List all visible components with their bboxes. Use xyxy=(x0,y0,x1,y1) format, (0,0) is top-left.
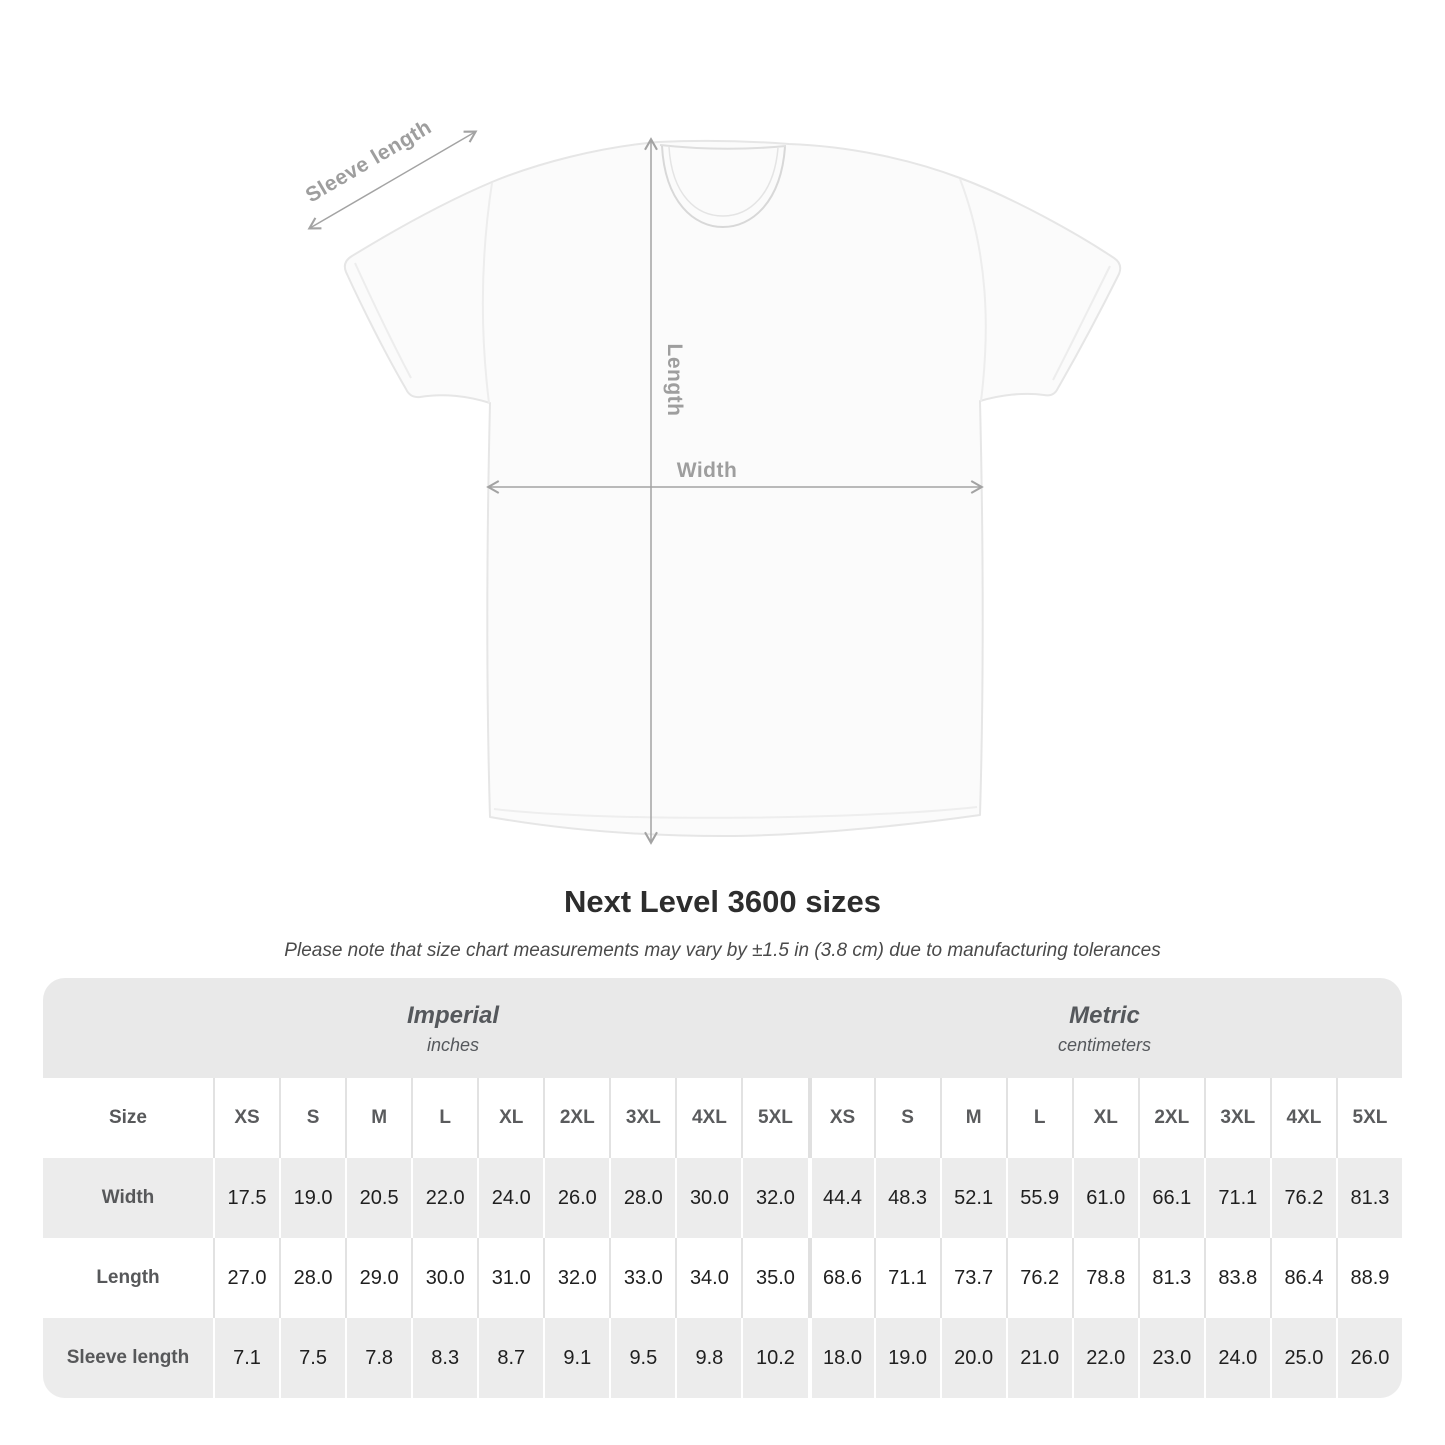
size-header-metric: 4XL xyxy=(1270,1078,1336,1158)
value-metric: 25.0 xyxy=(1270,1318,1336,1398)
value-imperial: 32.0 xyxy=(741,1158,807,1238)
value-metric: 44.4 xyxy=(808,1158,874,1238)
value-metric: 19.0 xyxy=(874,1318,940,1398)
value-metric: 26.0 xyxy=(1336,1318,1402,1398)
value-imperial: 30.0 xyxy=(411,1238,477,1318)
value-metric: 68.6 xyxy=(808,1238,874,1318)
value-imperial: 30.0 xyxy=(675,1158,741,1238)
table-header-band xyxy=(43,978,1402,1078)
size-header-metric: 3XL xyxy=(1204,1078,1270,1158)
value-metric: 22.0 xyxy=(1072,1318,1138,1398)
size-header-imperial: 5XL xyxy=(741,1078,807,1158)
size-header-metric: XS xyxy=(808,1078,874,1158)
value-imperial: 27.0 xyxy=(213,1238,279,1318)
value-metric: 81.3 xyxy=(1336,1158,1402,1238)
tshirt-outline xyxy=(345,141,1120,836)
imperial-unit-label: inches xyxy=(426,1035,480,1055)
value-imperial: 19.0 xyxy=(279,1158,345,1238)
size-header-metric: 2XL xyxy=(1138,1078,1204,1158)
value-imperial: 7.8 xyxy=(345,1318,411,1398)
value-imperial: 32.0 xyxy=(543,1238,609,1318)
size-header-imperial: 3XL xyxy=(609,1078,675,1158)
value-imperial: 22.0 xyxy=(411,1158,477,1238)
value-metric: 55.9 xyxy=(1006,1158,1072,1238)
value-imperial: 7.5 xyxy=(279,1318,345,1398)
imperial-label: Imperial xyxy=(406,1002,500,1029)
table-row xyxy=(43,1158,1402,1238)
size-table xyxy=(43,978,1402,1398)
page-title: Next Level 3600 sizes xyxy=(563,884,882,919)
value-metric: 52.1 xyxy=(940,1158,1006,1238)
value-metric: 78.8 xyxy=(1072,1238,1138,1318)
size-header-row xyxy=(43,1078,1402,1158)
row-label: Width xyxy=(101,1187,155,1208)
value-metric: 88.9 xyxy=(1336,1238,1402,1318)
header-group-imperial xyxy=(43,978,807,1078)
value-imperial: 28.0 xyxy=(609,1158,675,1238)
value-imperial: 24.0 xyxy=(477,1158,543,1238)
tshirt-diagram xyxy=(280,90,1160,880)
value-imperial: 20.5 xyxy=(345,1158,411,1238)
size-header-metric: S xyxy=(874,1078,940,1158)
value-imperial: 26.0 xyxy=(543,1158,609,1238)
size-header-imperial: 4XL xyxy=(675,1078,741,1158)
value-imperial: 35.0 xyxy=(741,1238,807,1318)
size-header-imperial: XL xyxy=(477,1078,543,1158)
row-label: Length xyxy=(96,1267,160,1288)
value-metric: 48.3 xyxy=(874,1158,940,1238)
value-metric: 66.1 xyxy=(1138,1158,1204,1238)
value-metric: 24.0 xyxy=(1204,1318,1270,1398)
value-imperial: 9.8 xyxy=(675,1318,741,1398)
value-metric: 76.2 xyxy=(1270,1158,1336,1238)
size-header-imperial: M xyxy=(345,1078,411,1158)
value-metric: 18.0 xyxy=(808,1318,874,1398)
size-header-imperial: S xyxy=(279,1078,345,1158)
value-imperial: 8.7 xyxy=(477,1318,543,1398)
value-imperial: 7.1 xyxy=(213,1318,279,1398)
value-imperial: 10.2 xyxy=(741,1318,807,1398)
value-metric: 81.3 xyxy=(1138,1238,1204,1318)
value-imperial: 28.0 xyxy=(279,1238,345,1318)
row-label: Sleeve length xyxy=(66,1347,190,1368)
value-metric: 61.0 xyxy=(1072,1158,1138,1238)
value-metric: 86.4 xyxy=(1270,1238,1336,1318)
value-imperial: 9.1 xyxy=(543,1318,609,1398)
page-subtitle: Please note that size chart measurements may vary by ±1.5 in (3.8 cm) due to manufacturing tolerances xyxy=(284,940,1161,961)
value-metric: 83.8 xyxy=(1204,1238,1270,1318)
size-header-imperial: 2XL xyxy=(543,1078,609,1158)
value-imperial: 9.5 xyxy=(609,1318,675,1398)
value-metric: 21.0 xyxy=(1006,1318,1072,1398)
value-imperial: 17.5 xyxy=(213,1158,279,1238)
width-label: Width xyxy=(676,459,738,482)
table-row xyxy=(43,1318,1402,1398)
size-header-metric: XL xyxy=(1072,1078,1138,1158)
table-body xyxy=(43,1158,1402,1398)
header-group-metric xyxy=(807,978,1402,1078)
value-imperial: 29.0 xyxy=(345,1238,411,1318)
table-row xyxy=(43,1238,1402,1318)
metric-unit-label: centimeters xyxy=(1057,1035,1152,1055)
value-metric: 20.0 xyxy=(940,1318,1006,1398)
size-header-imperial: XS xyxy=(213,1078,279,1158)
size-header-metric: M xyxy=(940,1078,1006,1158)
value-metric: 71.1 xyxy=(1204,1158,1270,1238)
size-header-metric: L xyxy=(1006,1078,1072,1158)
length-label: Length xyxy=(663,343,686,417)
sleeve-length-label: Sleeve length xyxy=(301,115,436,208)
metric-label: Metric xyxy=(1069,1002,1140,1029)
value-imperial: 31.0 xyxy=(477,1238,543,1318)
value-metric: 76.2 xyxy=(1006,1238,1072,1318)
value-metric: 73.7 xyxy=(940,1238,1006,1318)
value-imperial: 34.0 xyxy=(675,1238,741,1318)
size-header-metric: 5XL xyxy=(1336,1078,1402,1158)
size-header-imperial: L xyxy=(411,1078,477,1158)
value-imperial: 8.3 xyxy=(411,1318,477,1398)
size-row-label: Size xyxy=(108,1107,148,1128)
value-metric: 23.0 xyxy=(1138,1318,1204,1398)
value-imperial: 33.0 xyxy=(609,1238,675,1318)
value-metric: 71.1 xyxy=(874,1238,940,1318)
